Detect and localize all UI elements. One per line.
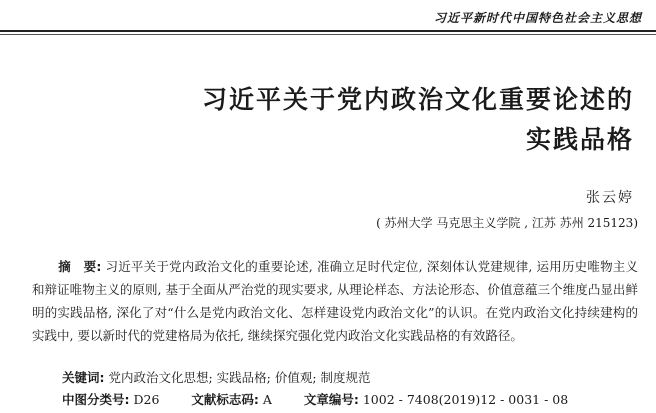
- doc-code-value: A: [262, 392, 272, 407]
- abstract-text: 习近平关于党内政治文化的重要论述, 准确立足时代定位, 深刻体认党建规律, 运用历史唯物主义和辩证唯物主义的原则, 基于全面从严治党的现实要求, 从理论样态、方法论形态、价值意蕴三个维度凸显出鲜明的实践品格, 深化了对“什么是党内政治文化、怎样建设党内政治文化”的认识。在党内政治文化持续建构的实践中, 要以新时代的党建格局为依托, 继续探究强化党内政治文化实践品格的有效路径。: [32, 259, 639, 343]
- abstract: [32, 255, 638, 347]
- classification-line: [62, 390, 568, 408]
- article-title: [202, 80, 634, 160]
- title-line-2: 实践品格: [525, 125, 634, 154]
- keywords: [62, 368, 371, 386]
- clc-label: 中图分类号:: [62, 392, 130, 407]
- author-affiliation: ( 苏州大学 马克思主义学院 , 江苏 苏州 215123): [376, 216, 638, 230]
- abstract-label: 摘 要:: [58, 259, 102, 274]
- clc-value: D26: [133, 392, 160, 407]
- doc-code-label: 文献标志码:: [191, 392, 259, 407]
- header-rule-thick: [0, 30, 656, 32]
- article-number-label: 文章编号:: [303, 392, 359, 407]
- header-rule-thin: [0, 34, 656, 35]
- keywords-label: 关键词:: [62, 370, 105, 385]
- article-number-value: 1002 - 7408(2019)12 - 0031 - 08: [362, 392, 569, 407]
- journal-name: 习近平新时代中国特色社会主义思想: [433, 11, 642, 25]
- running-header: [0, 0, 656, 32]
- title-line-1: 习近平关于党内政治文化重要论述的: [201, 85, 634, 114]
- author-name: 张云婷: [586, 190, 634, 206]
- keywords-text: 党内政治文化思想; 实践品格; 价值观; 制度规范: [108, 370, 371, 385]
